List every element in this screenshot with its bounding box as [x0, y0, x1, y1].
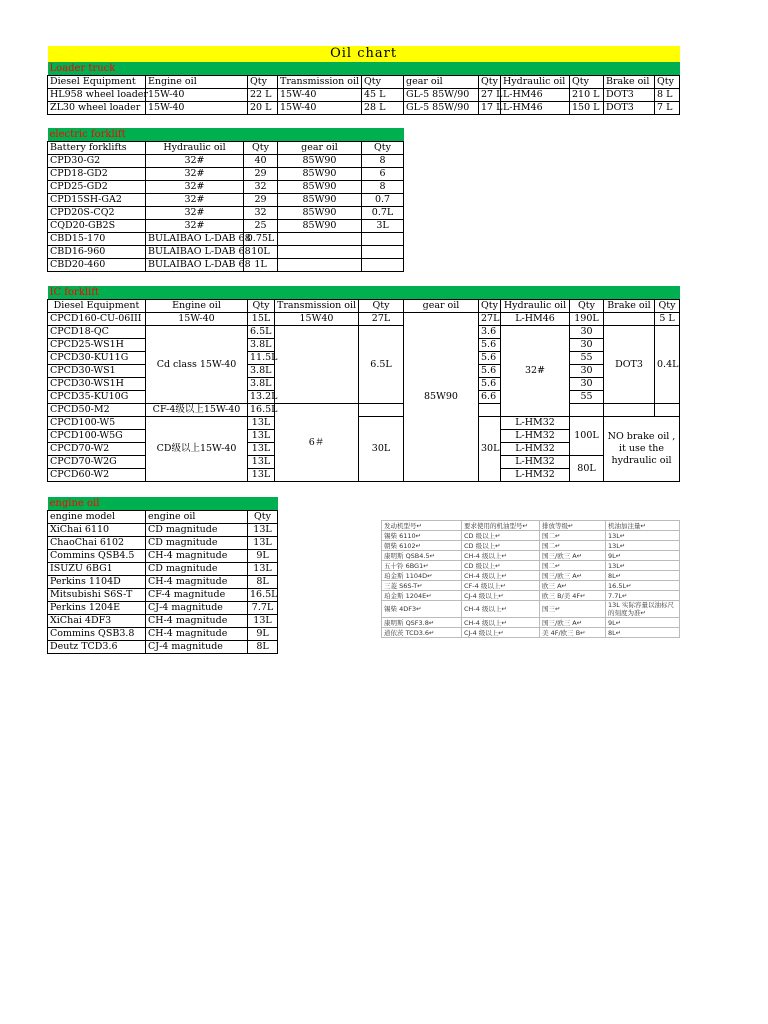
table-row — [48, 168, 404, 181]
table-cell — [362, 246, 404, 259]
table-cell: 3.6 — [479, 326, 501, 339]
hydraulic-oil-merged-cell: 32# — [501, 326, 570, 417]
table-row — [48, 550, 278, 563]
table-row — [48, 259, 404, 272]
header-cell: Qty — [362, 142, 404, 155]
model-cell: CPCD60-W2 — [48, 469, 146, 482]
table-cell: CPD15SH-GA2 — [48, 194, 146, 207]
table-cell: Perkins 1104D — [48, 576, 146, 589]
table-cell: 13L — [248, 430, 275, 443]
table-cell: 珀金斯 1104D↵ — [382, 571, 462, 581]
table-cell: 30 — [570, 326, 604, 339]
header-cell: Qty — [362, 76, 404, 89]
table-cell: 85W90 — [278, 194, 362, 207]
table-row — [48, 233, 404, 246]
hydraulic-qty-merged-cell: 80L — [570, 456, 604, 482]
model-cell: CPCD160-CU-06III — [48, 313, 146, 326]
model-cell: CPCD70-W2G — [48, 456, 146, 469]
table-cell: 1L — [244, 259, 278, 272]
table-cell: 欧三 B/美 4F↵ — [540, 591, 606, 601]
table-cell: 16.5L↵ — [606, 581, 680, 591]
table-row — [48, 615, 278, 628]
table-cell: 27L — [479, 313, 501, 326]
table-cell: 5.6 — [479, 352, 501, 365]
table-cell: Perkins 1204E — [48, 602, 146, 615]
table-cell — [362, 259, 404, 272]
table-cell: 32# — [146, 207, 244, 220]
table-row — [48, 563, 278, 576]
table-row — [48, 524, 278, 537]
model-cell: CPCD70-W2 — [48, 443, 146, 456]
table-cell: 8 L — [655, 89, 680, 102]
table-row — [382, 561, 680, 571]
table-cell: XiChai 6110 — [48, 524, 146, 537]
table-row — [382, 571, 680, 581]
table-cell: CBD15-170 — [48, 233, 146, 246]
table-cell: 15L — [248, 313, 275, 326]
table-header-row — [48, 300, 680, 313]
header-cell: Brake oil — [604, 300, 655, 313]
table-row — [382, 581, 680, 591]
table-cell: 国二↵ — [540, 541, 606, 551]
table-header-row — [382, 521, 680, 531]
header-cell: engine model — [48, 511, 146, 524]
table-cell: 7.7L — [248, 602, 278, 615]
table-cell: 11.5L — [248, 352, 275, 365]
table-row — [382, 601, 680, 618]
model-cell: CPCD18-QC — [48, 326, 146, 339]
table-cell: CH-4 级以上↵ — [462, 618, 540, 628]
table-cell — [359, 404, 404, 417]
table-row — [48, 641, 278, 654]
header-cell: Qty — [570, 76, 604, 89]
model-cell: CPCD35-KU10G — [48, 391, 146, 404]
table-cell: 珀金斯 1204E↵ — [382, 591, 462, 601]
page-title: Oil chart — [48, 46, 680, 62]
table-row — [382, 531, 680, 541]
section-title-electric: electric forklift — [48, 128, 404, 142]
header-cell: Qty — [655, 300, 680, 313]
model-cell: CPCD30-WS1 — [48, 365, 146, 378]
table-cell: CD magnitude — [146, 524, 248, 537]
table-cell: 朝柴 6102↵ — [382, 541, 462, 551]
table-cell: 道依茨 TCD3.6↵ — [382, 628, 462, 638]
table-cell: 150 L — [570, 102, 604, 115]
header-cell: Engine oil — [146, 76, 248, 89]
header-cell: gear oil — [404, 76, 479, 89]
table-cell: ISUZU 6BG1 — [48, 563, 146, 576]
table-cell: CD 级以上↵ — [462, 531, 540, 541]
table-cell: 32# — [146, 155, 244, 168]
header-cell: Qty — [244, 142, 278, 155]
header-cell: Battery forklifts — [48, 142, 146, 155]
table-row — [48, 89, 680, 102]
table-cell: 7 L — [655, 102, 680, 115]
hydraulic-cell: L-HM32 — [501, 456, 570, 469]
table-cell: 32# — [146, 181, 244, 194]
table-cell: 0.75L — [244, 233, 278, 246]
section-title-engine: engine oil — [48, 497, 278, 511]
table-header-row — [48, 76, 680, 89]
table-cell: 10L — [244, 246, 278, 259]
table-cell: 85W90 — [278, 155, 362, 168]
table-cell: 五十铃 6BG1↵ — [382, 561, 462, 571]
table-cell: 27 L — [479, 89, 501, 102]
model-cell: CPCD50-M2 — [48, 404, 146, 417]
table-row — [48, 326, 680, 339]
table-cell: 0.7L — [362, 207, 404, 220]
table-cell: CBD16-960 — [48, 246, 146, 259]
table-cell: 8L↵ — [606, 628, 680, 638]
header-cell: Hydraulic oil — [501, 300, 570, 313]
header-cell: Qty — [655, 76, 680, 89]
table-cell: 3.8L — [248, 365, 275, 378]
table-cell: 8L↵ — [606, 571, 680, 581]
table-cell: 85W90 — [278, 220, 362, 233]
table-cell: 25 — [244, 220, 278, 233]
table-cell: 190L — [570, 313, 604, 326]
table-cell: CH-4 级以上↵ — [462, 571, 540, 581]
hydraulic-cell: L-HM32 — [501, 443, 570, 456]
table-cell: CPD25-GD2 — [48, 181, 146, 194]
table-cell: 15W-40 — [278, 102, 362, 115]
header-cell: Qty — [479, 300, 501, 313]
table-cell: CJ-4 magnitude — [146, 641, 248, 654]
table-cell: Deutz TCD3.6 — [48, 641, 146, 654]
table-cell: 13L↵ — [606, 561, 680, 571]
table-cell: 55 — [570, 391, 604, 404]
table-cell: CJ-4 级以上↵ — [462, 628, 540, 638]
table-cell: CPD20S-CQ2 — [48, 207, 146, 220]
table-cell — [604, 313, 655, 326]
table-row — [48, 628, 278, 641]
table-header-row — [48, 142, 404, 155]
table-cell: 3.8L — [248, 339, 275, 352]
model-cell: CPCD30-WS1H — [48, 378, 146, 391]
table-cell: 5.6 — [479, 378, 501, 391]
table-row — [382, 541, 680, 551]
model-cell: CPCD100-W5 — [48, 417, 146, 430]
no-brake-note: NO brake oil , it use the hydraulic oil — [604, 417, 680, 482]
table-cell: CPD30-G2 — [48, 155, 146, 168]
table-cell: 欧三 A↵ — [540, 581, 606, 591]
table-cell: CJ-4 magnitude — [146, 602, 248, 615]
model-cell: CPCD30-KU11G — [48, 352, 146, 365]
table-cell: GL-5 85W/90 — [404, 89, 479, 102]
table-cell: Mitsubishi S6S-T — [48, 589, 146, 602]
hydraulic-cell: L-HM32 — [501, 430, 570, 443]
table-cell: CH-4 magnitude — [146, 550, 248, 563]
table-cell: 45 L — [362, 89, 404, 102]
table-cell — [278, 259, 362, 272]
header-cell: 机油加注量↵ — [606, 521, 680, 531]
table-cell: 13L — [248, 537, 278, 550]
table-cell: 13L — [248, 417, 275, 430]
table-cell: 30 — [570, 378, 604, 391]
table-cell: 85W90 — [278, 168, 362, 181]
table-cell: CF-4级以上15W-40 — [146, 404, 248, 417]
table-cell: 13L — [248, 524, 278, 537]
table-cell: 5.6 — [479, 365, 501, 378]
header-cell: 发动机型号↵ — [382, 521, 462, 531]
header-cell: Brake oil — [604, 76, 655, 89]
table-cell: L-HM46 — [501, 102, 570, 115]
table-cell: 锡柴 4DF3↵ — [382, 601, 462, 618]
table-cell: 国三/欧三 A↵ — [540, 551, 606, 561]
table-cell: 17 L — [479, 102, 501, 115]
table-cell: CH-4 级以上↵ — [462, 601, 540, 618]
table-cell: 29 — [244, 194, 278, 207]
header-cell: Qty — [570, 300, 604, 313]
table-cell — [604, 404, 655, 417]
table-cell: 16.5L — [248, 589, 278, 602]
brake-oil-merged-cell: DOT3 — [604, 326, 655, 404]
table-cell: ChaoChai 6102 — [48, 537, 146, 550]
table-cell: 3L — [362, 220, 404, 233]
table-cell: 13L — [248, 469, 275, 482]
table-cell: 13L 实际容量以油标尺的刻度为准↵ — [606, 601, 680, 618]
hydraulic-qty-merged-cell: 100L — [570, 417, 604, 456]
table-cell: CH-4 magnitude — [146, 628, 248, 641]
hydraulic-cell: L-HM32 — [501, 469, 570, 482]
table-cell: 32# — [146, 168, 244, 181]
hydraulic-cell: L-HM32 — [501, 417, 570, 430]
table-cell: 13L↵ — [606, 541, 680, 551]
table-cell: L-HM46 — [501, 313, 570, 326]
transmission-qty-merged-cell: 30L — [359, 417, 404, 482]
table-cell: 30 — [570, 339, 604, 352]
table-cell: 6 — [362, 168, 404, 181]
table-cell: 15W-40 — [146, 102, 248, 115]
table-row — [48, 246, 404, 259]
table-cell: 三菱 S6S-T↵ — [382, 581, 462, 591]
table-cell: Commins QSB4.5 — [48, 550, 146, 563]
table-row — [48, 207, 404, 220]
header-cell: gear oil — [278, 142, 362, 155]
table-cell: 康明斯 QSF3.8↵ — [382, 618, 462, 628]
table-cell: CF-4 级以上↵ — [462, 581, 540, 591]
table-cell — [570, 404, 604, 417]
model-cell: CPCD25-WS1H — [48, 339, 146, 352]
brake-qty-merged-cell: 0.4L — [655, 326, 680, 404]
table-row — [382, 618, 680, 628]
header-cell: Transmission oil — [275, 300, 359, 313]
table-cell — [278, 233, 362, 246]
table-cell: GL-5 85W/90 — [404, 102, 479, 115]
header-cell: Engine oil — [146, 300, 248, 313]
header-cell: gear oil — [404, 300, 479, 313]
table-cell: 32# — [146, 194, 244, 207]
table-cell: 30 — [570, 365, 604, 378]
table-row — [48, 589, 278, 602]
table-cell: 15W40 — [275, 313, 359, 326]
table-cell: CD 级以上↵ — [462, 561, 540, 571]
header-cell: engine oil — [146, 511, 248, 524]
table-cell: HL958 wheel loader — [48, 89, 146, 102]
table-cell: 8 — [362, 181, 404, 194]
table-cell: 13L — [248, 443, 275, 456]
section-title-loader: Loader truck — [48, 62, 680, 76]
table-cell: 85W90 — [278, 207, 362, 220]
table-cell — [278, 246, 362, 259]
gear-qty-merged-cell: 30L — [479, 417, 501, 482]
table-cell: 国三/欧三 A↵ — [540, 571, 606, 581]
table-cell: 29 — [244, 168, 278, 181]
table-cell: 22 L — [248, 89, 278, 102]
table-cell: 7.7L↵ — [606, 591, 680, 601]
table-cell: CH-4 magnitude — [146, 615, 248, 628]
table-cell: CD 级以上↵ — [462, 541, 540, 551]
header-cell: 排放等级↵ — [540, 521, 606, 531]
table-cell: 15W-40 — [146, 313, 248, 326]
table-cell: 55 — [570, 352, 604, 365]
table-row — [48, 194, 404, 207]
table-cell: 28 L — [362, 102, 404, 115]
table-cell: Commins QSB3.8 — [48, 628, 146, 641]
table-cell: 9L — [248, 628, 278, 641]
table-cell: 210 L — [570, 89, 604, 102]
table-cell: 5.6 — [479, 339, 501, 352]
table-row — [48, 404, 680, 417]
table-cell: 20 L — [248, 102, 278, 115]
table-cell: 5 L — [655, 313, 680, 326]
table-row — [48, 181, 404, 194]
engine-oil-merged-cell: Cd class 15W-40 — [146, 326, 248, 404]
table-cell: 13L — [248, 456, 275, 469]
table-cell: 0.7 — [362, 194, 404, 207]
table-cell: 国三/欧三 A↵ — [540, 618, 606, 628]
model-cell: CPCD100-W5G — [48, 430, 146, 443]
table-cell: CF-4 magnitude — [146, 589, 248, 602]
table-cell: 国二↵ — [540, 561, 606, 571]
table-cell: CD magnitude — [146, 537, 248, 550]
gear-oil-merged-cell: 85W90 — [404, 313, 479, 482]
table-cell: 8L — [248, 641, 278, 654]
table-cell: 40 — [244, 155, 278, 168]
table-row — [382, 551, 680, 561]
table-cell: 国二↵ — [540, 531, 606, 541]
table-row — [48, 313, 680, 326]
table-cell: BULAIBAO L-DAB 68 — [146, 233, 244, 246]
table-cell: CBD20-460 — [48, 259, 146, 272]
table-cell: 13L — [248, 563, 278, 576]
table-cell: BULAIBAO L-DAB 68 — [146, 246, 244, 259]
engine-oil-table — [47, 497, 278, 654]
table-cell: CH-4 magnitude — [146, 576, 248, 589]
table-cell: BULAIBAO L-DAB 68 — [146, 259, 244, 272]
header-cell: Qty — [248, 511, 278, 524]
table-row — [48, 576, 278, 589]
table-cell: 美 4F/欧三 B↵ — [540, 628, 606, 638]
table-row — [48, 155, 404, 168]
section-title-ic: IC forklift — [48, 286, 680, 300]
table-cell: L-HM46 — [501, 89, 570, 102]
table-row — [48, 102, 680, 115]
table-cell — [275, 326, 359, 404]
table-header-row — [48, 511, 278, 524]
table-cell: CH-4 级以上↵ — [462, 551, 540, 561]
table-cell: 16.5L — [248, 404, 275, 417]
table-cell: 锡柴 6110↵ — [382, 531, 462, 541]
header-cell: Qty — [359, 300, 404, 313]
table-cell: 国三↵ — [540, 601, 606, 618]
table-cell: 6.5L — [248, 326, 275, 339]
table-cell: 85W90 — [278, 181, 362, 194]
table-cell: CJ-4 级以上↵ — [462, 591, 540, 601]
header-cell: Diesel Equipment — [48, 76, 146, 89]
table-cell: ZL30 wheel loader — [48, 102, 146, 115]
table-cell: 27L — [359, 313, 404, 326]
header-cell: Qty — [248, 76, 278, 89]
table-row — [48, 220, 404, 233]
table-cell: XiChai 4DF3 — [48, 615, 146, 628]
table-cell: DOT3 — [604, 89, 655, 102]
table-cell: 13L↵ — [606, 531, 680, 541]
table-cell: CD magnitude — [146, 563, 248, 576]
table-cell: 8L — [248, 576, 278, 589]
table-cell: 9L — [248, 550, 278, 563]
table-cell: 32 — [244, 207, 278, 220]
table-row — [382, 591, 680, 601]
table-cell: DOT3 — [604, 102, 655, 115]
transmission-oil-merged-cell: 6＃ — [275, 404, 359, 482]
table-cell: 3.8L — [248, 378, 275, 391]
table-row — [48, 602, 278, 615]
header-cell: Hydraulic oil — [501, 76, 570, 89]
table-cell — [655, 404, 680, 417]
table-cell: 8 — [362, 155, 404, 168]
table-cell: CQD20-GB2S — [48, 220, 146, 233]
header-cell: Hydraulic oil — [146, 142, 244, 155]
header-cell: Qty — [248, 300, 275, 313]
table-cell: 13.2L — [248, 391, 275, 404]
table-cell — [362, 233, 404, 246]
chinese-engine-oil-table — [381, 520, 680, 638]
table-cell: 6.6 — [479, 391, 501, 404]
table-cell: 13L — [248, 615, 278, 628]
table-row — [382, 628, 680, 638]
ic-forklift-table — [47, 286, 680, 482]
header-cell: 要求使用的机油型号↵ — [462, 521, 540, 531]
engine-oil-merged-cell: CD级以上15W-40 — [146, 417, 248, 482]
table-row — [48, 417, 680, 430]
table-cell: 康明斯 QSB4.5↵ — [382, 551, 462, 561]
table-cell: 32# — [146, 220, 244, 233]
table-cell: 32 — [244, 181, 278, 194]
table-cell: CPD18-GD2 — [48, 168, 146, 181]
table-cell: 9L↵ — [606, 618, 680, 628]
transmission-qty-merged-cell: 6.5L — [359, 326, 404, 404]
table-cell: 9L↵ — [606, 551, 680, 561]
table-cell — [479, 404, 501, 417]
header-cell: Qty — [479, 76, 501, 89]
electric-forklift-table — [47, 128, 404, 272]
table-row — [48, 537, 278, 550]
table-cell: 15W-40 — [278, 89, 362, 102]
header-cell: Diesel Equipment — [48, 300, 146, 313]
table-cell: 15W-40 — [146, 89, 248, 102]
loader-table — [47, 46, 680, 115]
header-cell: Transmission oil — [278, 76, 362, 89]
